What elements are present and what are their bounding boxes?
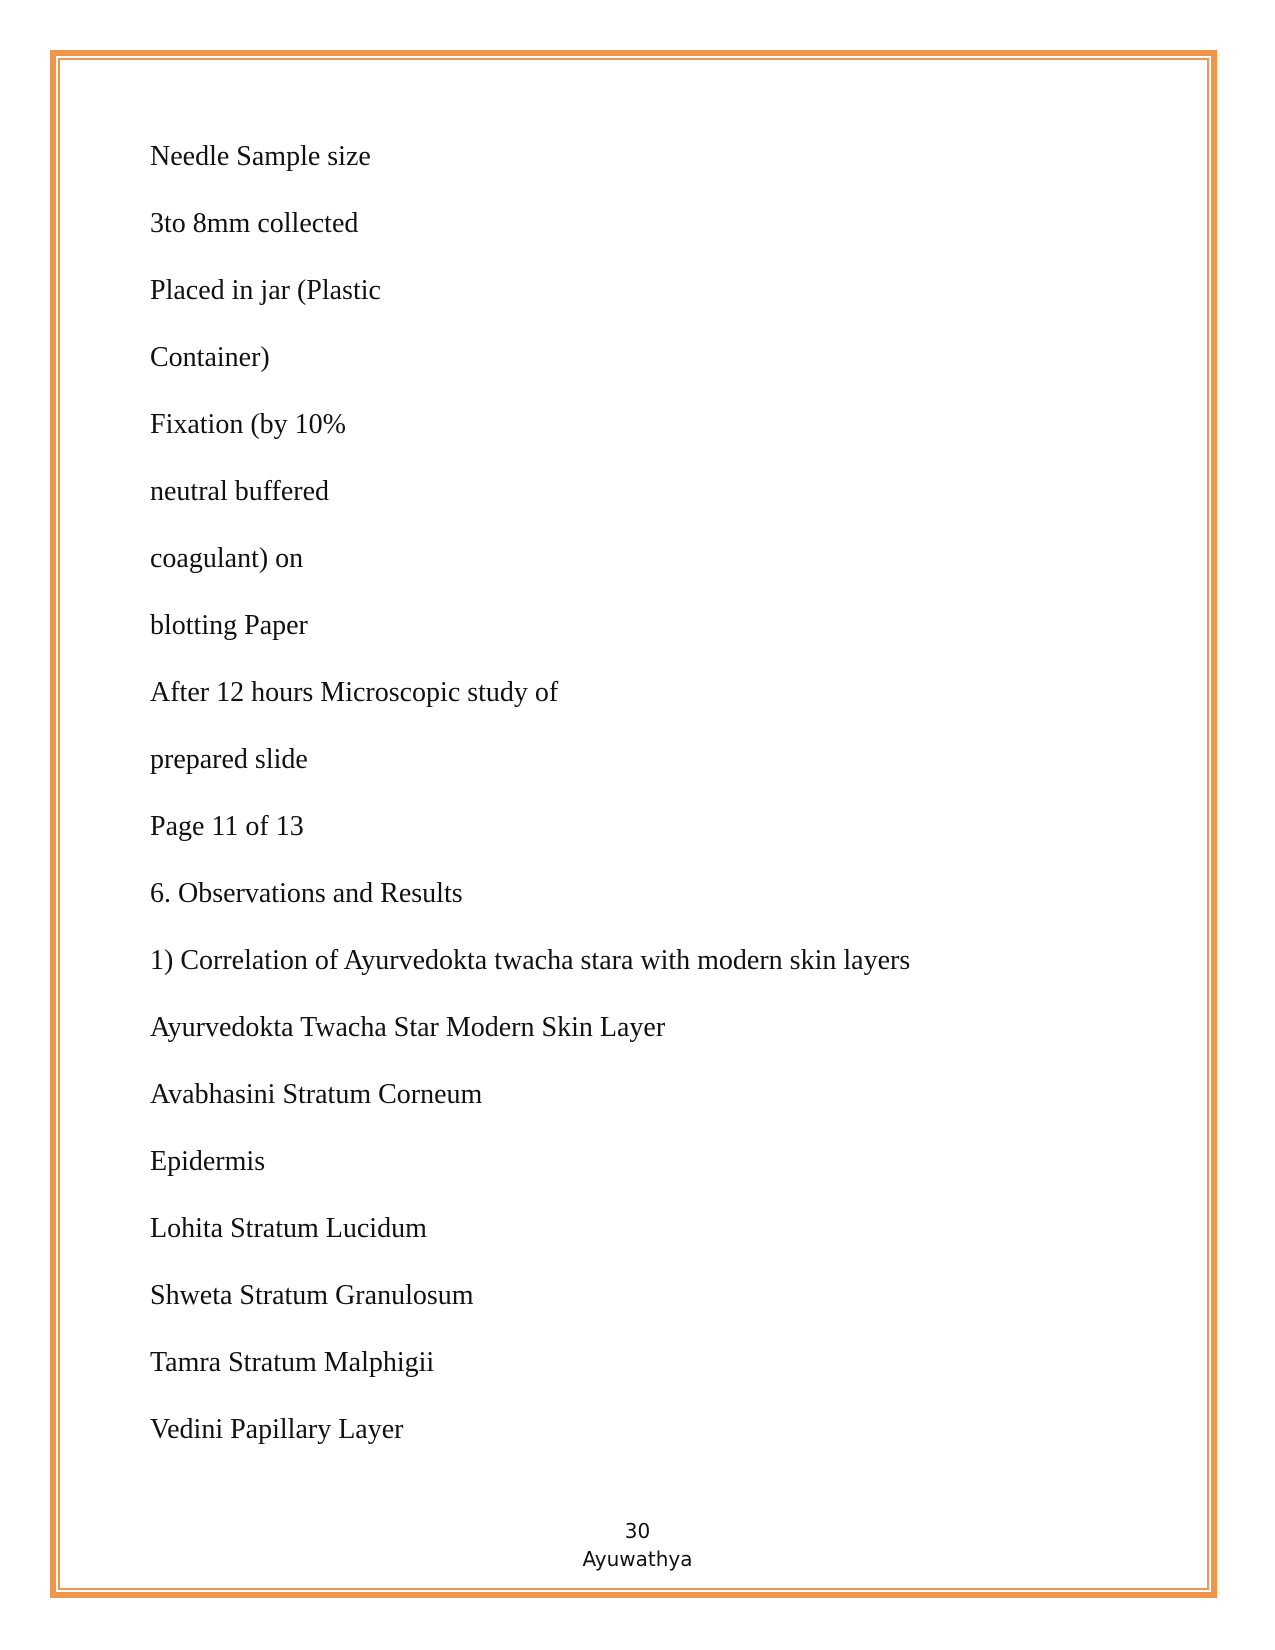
text-line: Needle Sample size: [150, 141, 371, 172]
table-row-line: Lohita Stratum Lucidum: [150, 1213, 427, 1244]
text-line: neutral buffered: [150, 476, 330, 507]
text-line: Placed in jar (Plastic: [150, 275, 381, 306]
text-line: blotting Paper: [150, 610, 308, 641]
table-header-line: Ayurvedokta Twacha Star Modern Skin Layer: [150, 1012, 666, 1043]
subsection-heading: 1) Correlation of Ayurvedokta twacha stara with modern skin layers: [150, 945, 911, 976]
table-row-line: Avabhasini Stratum Corneum: [150, 1079, 483, 1110]
text-line: 3to 8mm collected: [150, 208, 359, 239]
section-heading: 6. Observations and Results: [150, 878, 463, 909]
table-row-line: Vedini Papillary Layer: [150, 1414, 404, 1445]
table-row-line: Shweta Stratum Granulosum: [150, 1280, 474, 1311]
text-line: Container): [150, 342, 270, 373]
table-row-line: Epidermis: [150, 1146, 266, 1177]
text-line: prepared slide: [150, 744, 308, 775]
page-footer: [0, 1517, 1275, 1573]
journal-name: Ayuwathya: [582, 1547, 693, 1571]
text-line: Page 11 of 13: [150, 811, 304, 842]
text-line: coagulant) on: [150, 543, 304, 574]
text-line: After 12 hours Microscopic study of: [150, 677, 559, 708]
text-line: Fixation (by 10%: [150, 409, 346, 440]
document-body: [150, 140, 1150, 1480]
page-number: 30: [624, 1519, 651, 1543]
table-row-line: Tamra Stratum Malphigii: [150, 1347, 435, 1378]
